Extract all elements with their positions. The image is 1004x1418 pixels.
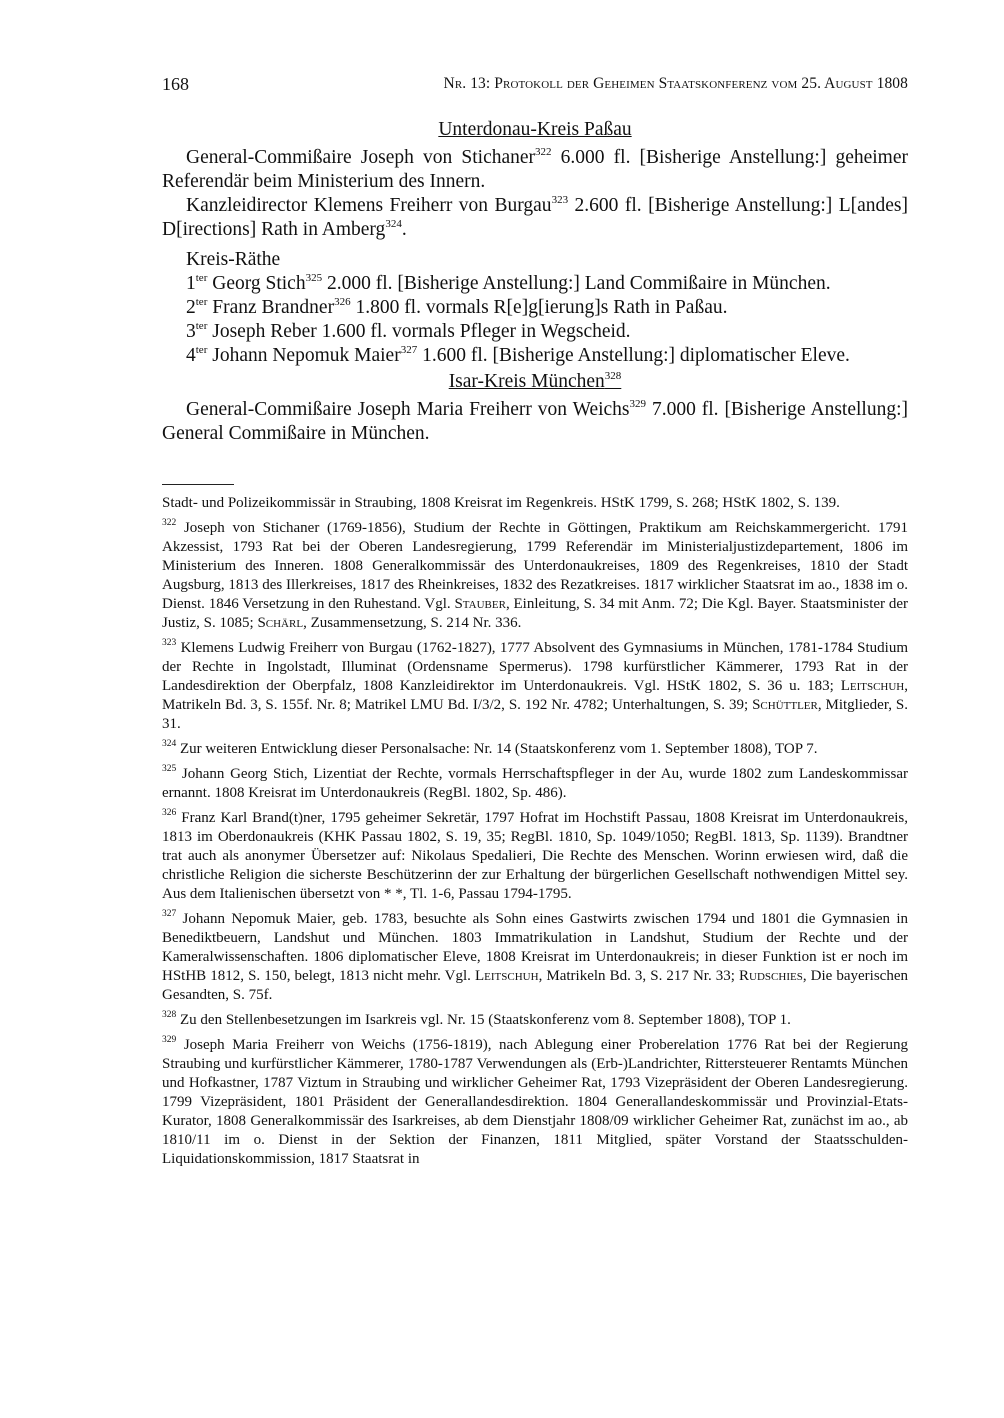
list-heading: Kreis-Räthe	[186, 249, 281, 270]
footnote-ref[interactable]: 323	[551, 193, 569, 206]
footnote-ref[interactable]: 322	[535, 145, 552, 158]
footnote-continued: Stadt- und Polizeikommissär in Straubing, 1808 Kreisrat im Regenkreis. HStK 1799, S. 268; HStK 1802, S. 139.	[162, 495, 840, 511]
footnote-ref[interactable]: 326	[334, 295, 351, 308]
running-title: Nr. 13: Protokoll der Geheimen Staatskonferenz vom 25. August 1808	[443, 75, 908, 92]
footnote-328: $^{328}$ Zu den Stellenbesetzungen im Isarkreis vgl. Nr. 15 (Staatskonferenz vom 8. September 1808), TOP 1.	[162, 1010, 791, 1028]
paragraph-weichs: General-Commißaire Joseph Maria Freiherr von Weichs$^{329}$ 7.000 fl. [Bisherige Anstellung:] General Commißaire in München.	[162, 397, 909, 444]
footnotes	[162, 494, 908, 1175]
footnote-rule	[162, 484, 234, 485]
main-text	[162, 118, 908, 446]
footnote-323: $^{323}$ Klemens Ludwig Freiherr von Burgau (1762-1827), 1777 Absolvent des Gymnasiums in München, 1781-1784 Studium der Rechte in Ingolstadt, Illuminat (Ordensname Spermerus). 1798 kurfürstlicher Kämmerer, 1793 Rat in der Landesdirektion der Oberpfalz, 1808 Kanzleidirektor im Unterdonaukreis. Vgl. HStK 1802, S. 36 u. 183; Leitschuh, Matrikeln Bd. 3, S. 155f. Nr. 8; Matrikel LMU Bd. I/3/2, S. 192 Nr. 4782; Unterhaltungen, S. 39; Schüttler, Mitglieder, S. 31.	[162, 638, 908, 732]
list-item: $1^{ter}$ Georg Stich$^{325}$ 2.000 fl. [Bisherige Anstellung:] Land Commißaire in München.	[186, 271, 831, 294]
list-item: $2^{ter}$ Franz Brandner$^{326}$ 1.800 fl. vormals R[e]g[ierung]s Rath in Paßau.	[186, 295, 728, 318]
list-item: $4^{ter}$ Johann Nepomuk Maier$^{327}$ 1.600 fl. [Bisherige Anstellung:] diplomatischer Eleve.	[186, 343, 850, 366]
footnote-ref[interactable]: 328	[604, 369, 622, 382]
footnote-324: $^{324}$ Zur weiteren Entwicklung dieser Personalsache: Nr. 14 (Staatskonferenz vom 1. September 1808), TOP 7.	[162, 739, 818, 757]
paragraph-stichaner: General-Commißaire Joseph von Stichaner$^{322}$ 6.000 fl. [Bisherige Anstellung:] geheimer Referendär beim Ministerium des Innern.	[162, 145, 908, 192]
section-heading-isar: Isar-Kreis München$^{328}$	[448, 369, 622, 392]
footnote-ref[interactable]: 325	[305, 271, 323, 284]
footnote-322: $^{322}$ Joseph von Stichaner (1769-1856), Studium der Rechte in Göttingen, Praktikum am Reichskammergericht. 1791 Akzessist, 1793 Rat bei der Oberen Landesregierung, 1799 Referendär im Ministerialjustizdepartement, 1806 im Ministerium des Inneren. 1808 Generalkommissär des Unterdonaukreises, 1809 des Regenkreises, 1810 der Stadt Augsburg, 1813 des Illerkreises, 1817 des Rheinkreises, 1832 des Rezatkreises. 1817 wirklicher Staatsrat im ao., 1838 im o. Dienst. 1846 Versetzung in den Ruhestand. Vgl. Stauber, Einleitung, S. 34 mit Anm. 72; Die Kgl. Bayer. Staatsminister der Justiz, S. 1085; Schärl, Zusammensetzung, S. 214 Nr. 336.	[162, 518, 909, 631]
section-heading-unterdonau: Unterdonau-Kreis Paßau	[438, 119, 632, 140]
paragraph-burgau: Kanzleidirector Klemens Freiherr von Burgau$^{323}$ 2.600 fl. [Bisherige Anstellung:] L[andes] D[irections] Rath in Amberg$^{324}$.	[162, 193, 908, 240]
page-number: 168	[162, 74, 189, 94]
page-header	[162, 74, 908, 98]
footnote-327: $^{327}$ Johann Nepomuk Maier, geb. 1783, besuchte als Sohn eines Gastwirts zwischen 1794 und 1801 die Gymnasien in Benediktbeuern, Landshut und München. 1803 Immatrikulation in Landshut, Studium der Rechte und der Kameralwissenschaften. 1806 diplomatischer Eleve, 1808 Kreisrat im Unterdonaukreis; in dieser Funktion ist er noch im HStHB 1812, S. 150, belegt, 1813 nicht mehr. Vgl. Leitschuh, Matrikeln Bd. 3, S. 217 Nr. 33; Rudschies, Die bayerischen Gesandten, S. 75f.	[162, 909, 909, 1003]
footnote-ref[interactable]: 327	[400, 343, 418, 356]
footnote-ref[interactable]: 329	[629, 397, 647, 410]
kreis-raethe-list	[162, 248, 908, 368]
footnote-326: $^{326}$ Franz Karl Brand(t)ner, 1795 geheimer Sekretär, 1797 Hofrat im Hochstift Passau, 1808 Kreisrat im Unterdonaukreis, 1813 im Oberdonaukreis (KHK Passau 1802, S. 19, 35; RegBl. 1810, Sp. 1049/1050; RegBl. 1813, Sp. 1139). Brandtner trat auch als anonymer Übersetzer auf: Nikolaus Spedalieri, Die Rechte des Menschen. Worinn erwiesen wird, daß die christliche Religion die sicherste Beschützerinn der zur Erhaltung der bürgerlichen Gesellschaft nothwendigen Mittel sey. Aus dem Italienischen übersetzt von * *, Tl. 1-6, Passau 1794-1795.	[162, 808, 908, 902]
footnote-329: $^{329}$ Joseph Maria Freiherr von Weichs (1756-1819), nach Ablegung einer Proberelation 1776 Rat bei der Regierung Straubing und kurfürstlicher Kämmerer, 1780-1787 Verwendungen als (Erb-)Landrichter, Rittersteuerer Rentamts München und Hofkastner, 1787 Viztum in Straubing und wirklicher Geheimer Rat, 1793 Vizepräsident der Oberen Landesregierung. 1799 Vizepräsident, 1801 Präsident der Generallandesdirektion. 1804 Generallandeskommissär und Provinzial-Etats-Kurator, 1808 Generalkommissär des Isarkreises, ab dem Dienstjahr 1808/09 wirklicher Geheimer Rat, zunächst im ao., ab 1810/11 im o. Dienst in der Sektion der Finanzen, 1811 Mitglied, später Vorstand der Staatsschulden-Liquidationskommission, 1817 Staatsrat in	[162, 1035, 908, 1167]
footnote-ref[interactable]: 324	[385, 217, 402, 230]
list-item: $3^{ter}$ Joseph Reber 1.600 fl. vormals Pfleger in Wegscheid.	[186, 319, 631, 342]
footnote-325: $^{325}$ Johann Georg Stich, Lizentiat der Rechte, vormals Herrschaftspfleger in der Au, wurde 1802 zum Landeskommissar ernannt. 1808 Kreisrat im Unterdonaukreis (RegBl. 1802, Sp. 486).	[162, 764, 908, 801]
